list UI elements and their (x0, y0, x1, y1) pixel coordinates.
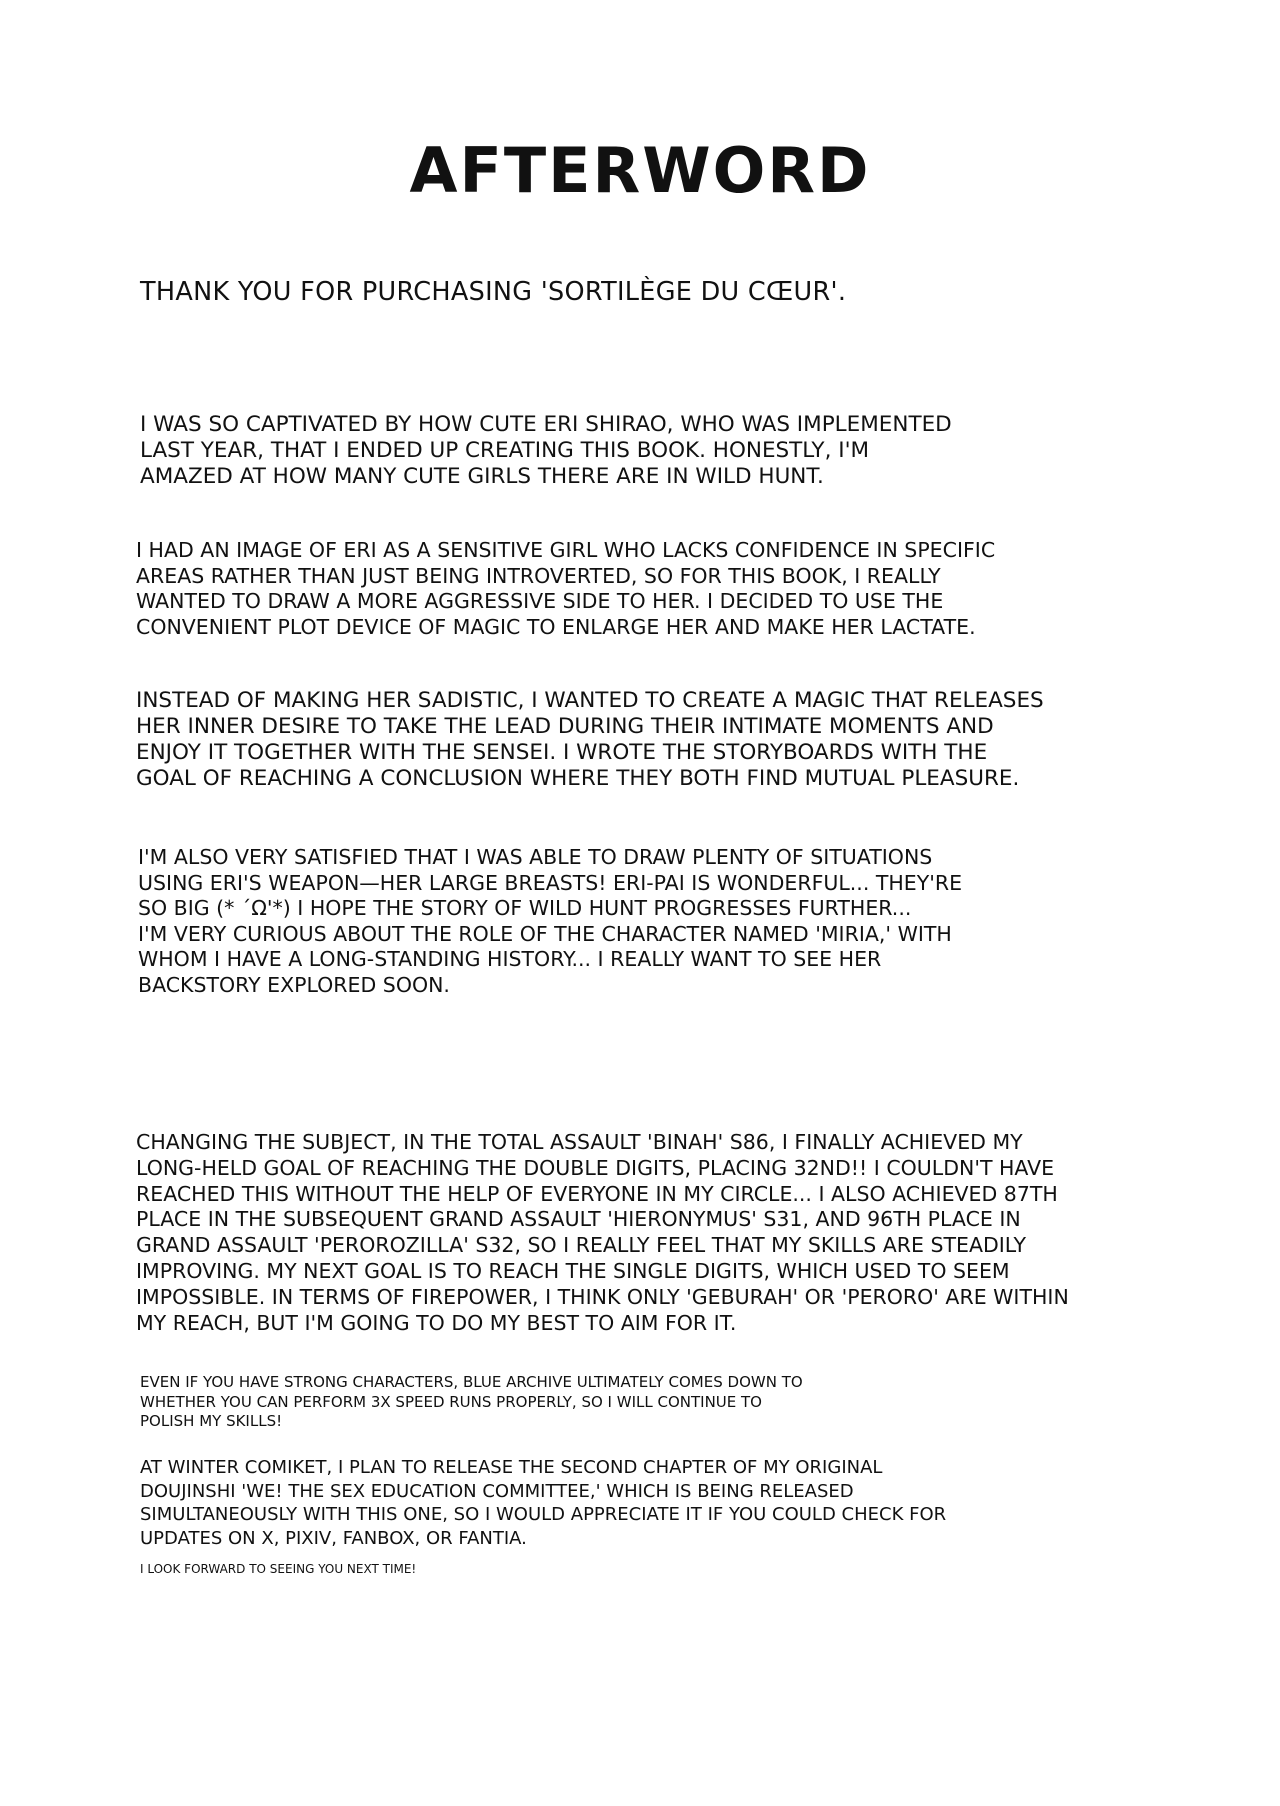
thanks-paragraph: THANK YOU FOR PURCHASING 'SORTILÈGE DU CŒUR'. (140, 277, 847, 307)
image-of-eri-paragraph: I HAD AN IMAGE OF ERI AS A SENSITIVE GIRL WHO LACKS CONFIDENCE IN SPECIFIC AREAS RATHER THAN JUST BEING INTROVERTED, SO FOR THIS BOOK, I REALLY WANTED TO DRAW A MORE AGGRESSIVE SIDE TO HER. I DECIDED TO USE THE CONVENIENT PLOT DEVICE OF MAGIC TO ENLARGE HER AND MAKE HER LACTATE. (136, 538, 996, 639)
page-title: AFTERWORD (409, 134, 871, 207)
magic-paragraph: INSTEAD OF MAKING HER SADISTIC, I WANTED TO CREATE A MAGIC THAT RELEASES HER INNER DESIRE TO TAKE THE LEAD DURING THEIR INTIMATE MOMENTS AND ENJOY IT TOGETHER WITH THE SENSEI. I WROTE THE STORYBOARDS WITH THE GOAL OF REACHING A CONCLUSION WHERE THEY BOTH FIND MUTUAL PLEASURE. (136, 688, 1044, 791)
total-assault-paragraph: CHANGING THE SUBJECT, IN THE TOTAL ASSAULT 'BINAH' S86, I FINALLY ACHIEVED MY LONG-HELD GOAL OF REACHING THE DOUBLE DIGITS, PLACING 32ND!! I COULDN'T HAVE REACHED THIS WITHOUT THE HELP OF EVERYONE IN MY CIRCLE... I ALSO ACHIEVED 87TH PLACE IN THE SUBSEQUENT GRAND ASSAULT 'HIERONYMUS' S31, AND 96TH PLACE IN GRAND ASSAULT 'PEROROZILLA' S32, SO I REALLY FEEL THAT MY SKILLS ARE STEADILY IMPROVING. MY NEXT GOAL IS TO REACH THE SINGLE DIGITS, WHICH USED TO SEEM IMPOSSIBLE. IN TERMS OF FIREPOWER, I THINK ONLY 'GEBURAH' OR 'PERORO' ARE WITHIN MY REACH, BUT I'M GOING TO DO MY BEST TO AIM FOR IT. (136, 1130, 1069, 1335)
satisfied-paragraph: I'M ALSO VERY SATISFIED THAT I WAS ABLE TO DRAW PLENTY OF SITUATIONS USING ERI'S WEAPON—HER LARGE BREASTS! ERI-PAI IS WONDERFUL... THEY'RE SO BIG (* ˊΩ'*) I HOPE THE STORY OF WILD HUNT PROGRESSES FURTHER... I'M VERY CURIOUS ABOUT THE ROLE OF THE CHARACTER NAMED 'MIRIA,' WITH WHOM I HAVE A LONG-STANDING HISTORY... I REALLY WANT TO SEE HER BACKSTORY EXPLORED SOON. (138, 845, 963, 997)
comiket-paragraph: AT WINTER COMIKET, I PLAN TO RELEASE THE SECOND CHAPTER OF MY ORIGINAL DOUJINSHI 'WE! THE SEX EDUCATION COMMITTEE,' WHICH IS BEING RELEASED SIMULTANEOUSLY WITH THIS ONE, SO I WOULD APPRECIATE IT IF YOU COULD CHECK FOR UPDATES ON X, PIXIV, FANBOX, OR FANTIA. (140, 1457, 947, 1549)
closing-paragraph: I LOOK FORWARD TO SEEING YOU NEXT TIME! (140, 1562, 417, 1576)
captivated-paragraph: I WAS SO CAPTIVATED BY HOW CUTE ERI SHIRAO, WHO WAS IMPLEMENTED LAST YEAR, THAT I ENDED UP CREATING THIS BOOK. HONESTLY, I'M AMAZED AT HOW MANY CUTE GIRLS THERE ARE IN WILD HUNT. (140, 412, 952, 489)
speed-runs-paragraph: EVEN IF YOU HAVE STRONG CHARACTERS, BLUE ARCHIVE ULTIMATELY COMES DOWN TO WHETHER YOU CAN PERFORM 3X SPEED RUNS PROPERLY, SO I WILL CONTINUE TO POLISH MY SKILLS! (140, 1373, 803, 1430)
